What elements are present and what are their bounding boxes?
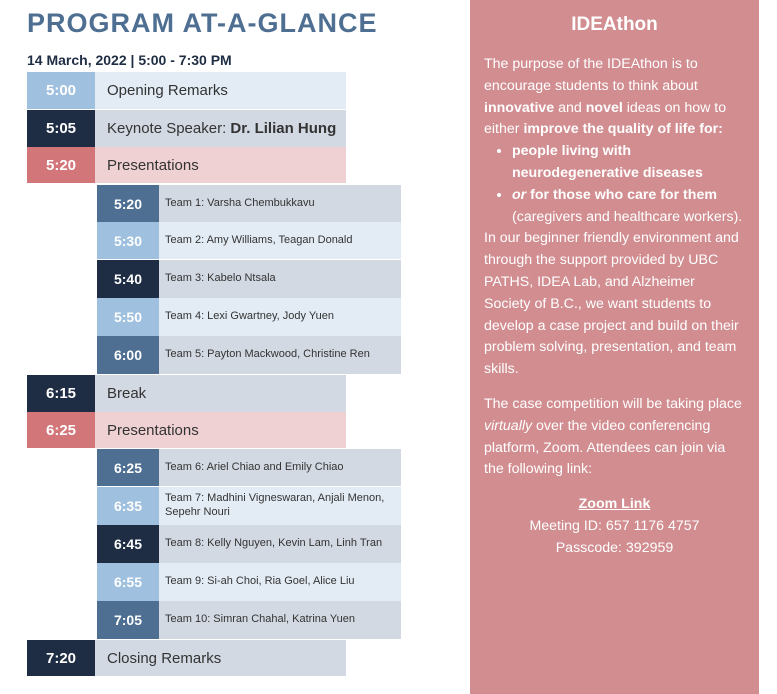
team-row: [97, 525, 401, 563]
time-label: 5:30: [97, 222, 159, 259]
time-label: 6:25: [27, 412, 95, 448]
team-row: [97, 449, 401, 486]
team-row: [97, 336, 401, 374]
intro-text: The purpose of the IDEAthon is to encourage students to think about: [484, 56, 698, 94]
team-label: Team 8: Kelly Nguyen, Kevin Lam, Linh Tran: [159, 525, 401, 563]
team-label: Team 5: Payton Mackwood, Christine Ren: [159, 336, 401, 374]
schedule-row-closing: [27, 640, 346, 676]
time-label: 5:20: [27, 147, 95, 183]
team-row: [97, 222, 401, 259]
team-row: [97, 185, 401, 222]
panel-title: IDEAthon: [571, 14, 658, 35]
agenda-label: Presentations: [95, 412, 346, 448]
agenda-label: Presentations: [95, 147, 346, 183]
keynote-speaker: Dr. Lilian Hung: [230, 120, 337, 137]
para-text: over the video conferencing platform, Zoom. Attendees can join via the following link:: [484, 417, 726, 478]
time-label: 6:15: [27, 375, 95, 412]
team-label: Team 4: Lexi Gwartney, Jody Yuen: [159, 298, 401, 336]
bullet-text: (caregivers and healthcare workers).: [512, 208, 743, 225]
panel-intro: [484, 54, 745, 141]
list-item: [512, 185, 745, 229]
time-label: 5:05: [27, 110, 95, 147]
bullet-italic: or: [512, 186, 527, 203]
team-label: Team 6: Ariel Chiao and Emily Chiao: [159, 449, 401, 486]
panel-paragraph-2: In our beginner friendly environment and through the support provided by UBC PATHS, IDEA Lab, and Alzheimer Society of B.C., we want students to develop a case project and build on their problem solving, presentation, and team skills.: [484, 230, 739, 378]
team-label: Team 7: Madhini Vigneswaran, Anjali Menon, Sepehr Nouri: [159, 487, 401, 525]
team-label: Team 9: Si-ah Choi, Ria Goel, Alice Liu: [159, 563, 401, 601]
team-label: Team 3: Kabelo Ntsala: [159, 260, 401, 298]
intro-text: and: [554, 99, 586, 116]
intro-bold: innovative: [484, 99, 555, 116]
time-label: 6:35: [97, 487, 159, 525]
team-row: [97, 487, 401, 525]
agenda-label: [95, 110, 346, 147]
agenda-label: Opening Remarks: [95, 72, 346, 109]
meeting-id: Meeting ID: 657 1176 4757: [529, 517, 700, 534]
page-title: PROGRAM AT-A-GLANCE: [27, 8, 378, 38]
ideathon-panel: [470, 0, 759, 694]
para-italic: virtually: [484, 417, 533, 434]
keynote-prefix: Keynote Speaker:: [107, 120, 231, 137]
list-item: [512, 141, 745, 185]
team-row: [97, 260, 401, 298]
team-label: Team 10: Simran Chahal, Katrina Yuen: [159, 601, 401, 639]
time-label: 6:45: [97, 525, 159, 563]
zoom-link[interactable]: Zoom Link: [578, 496, 651, 513]
intro-bold: improve the quality of life for:: [523, 121, 723, 138]
time-label: 5:00: [27, 72, 95, 109]
time-label: 6:00: [97, 336, 159, 374]
time-label: 7:05: [97, 601, 159, 639]
bullet-text: people living with neurodegenerative diseases: [512, 143, 703, 181]
para-text: The case competition will be taking place: [484, 395, 742, 412]
team-row: [97, 601, 401, 639]
team-label: Team 2: Amy Williams, Teagan Donald: [159, 222, 401, 259]
intro-bold: novel: [585, 99, 623, 116]
team-label: Team 1: Varsha Chembukkavu: [159, 185, 401, 222]
event-date: 14 March, 2022 | 5:00 - 7:30 PM: [27, 52, 232, 68]
schedule-row-presentations-2: [27, 412, 346, 448]
audience-list: [484, 141, 745, 228]
team-row: [97, 298, 401, 336]
agenda-label: Closing Remarks: [95, 640, 346, 676]
schedule-row-break: [27, 375, 346, 412]
time-label: 5:40: [97, 260, 159, 298]
time-label: 5:20: [97, 185, 159, 222]
agenda-label: Break: [95, 375, 346, 412]
schedule-row-opening: [27, 72, 346, 109]
bullet-bold: for those who care for them: [526, 186, 717, 203]
panel-paragraph-3: [484, 394, 745, 481]
team-row: [97, 563, 401, 601]
passcode: Passcode: 392959: [555, 539, 674, 556]
intro-text: ideas on how to either: [484, 99, 727, 138]
time-label: 6:55: [97, 563, 159, 601]
time-label: 5:50: [97, 298, 159, 336]
time-label: 7:20: [27, 640, 95, 676]
schedule-row-keynote: [27, 110, 346, 147]
time-label: 6:25: [97, 449, 159, 486]
schedule-row-presentations-1: [27, 147, 346, 183]
